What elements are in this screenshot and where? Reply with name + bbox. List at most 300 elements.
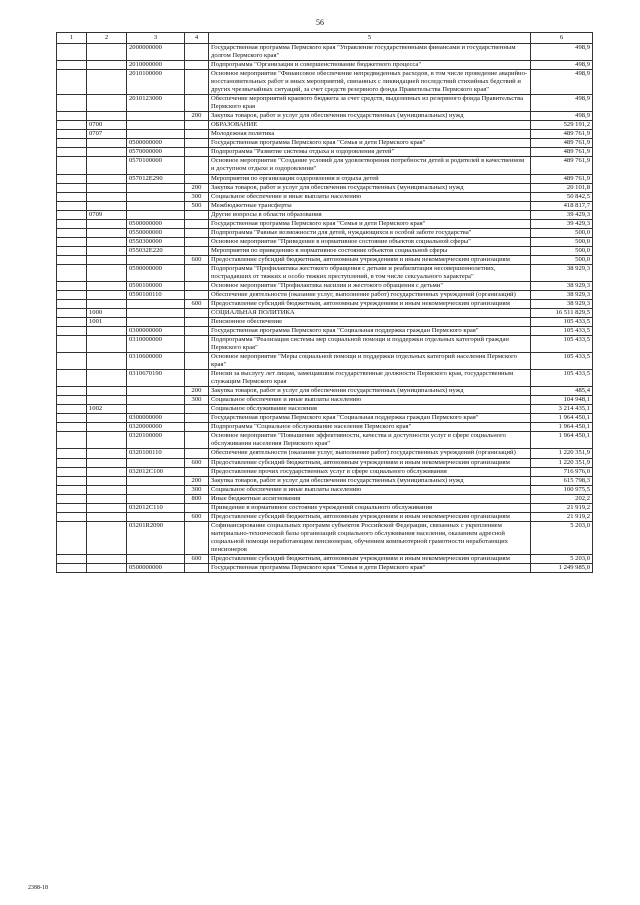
amount-cell: 38 929,3 xyxy=(531,299,593,308)
expense-type-cell xyxy=(185,336,209,353)
description-cell: Основное мероприятие "Создание условий для удовлетворения потребности детей и родителей в качественном и доступном отдыхе и оздоровлении" xyxy=(209,157,531,174)
section-code-cell xyxy=(87,70,127,95)
admin-code-cell xyxy=(57,563,87,572)
expense-type-cell: 300 xyxy=(185,485,209,494)
admin-code-cell xyxy=(57,503,87,512)
description-cell: Подпрограмма "Развитие системы отдыха и оздоровления детей" xyxy=(209,148,531,157)
amount-cell: 105 433,5 xyxy=(531,318,593,327)
description-cell: Обеспечение деятельности (оказание услуг, выполнение работ) государственных учреждений (организаций) xyxy=(209,449,531,458)
section-code-cell xyxy=(87,201,127,210)
target-article-cell: 2000000000 xyxy=(127,44,185,61)
expense-type-cell xyxy=(185,210,209,219)
expense-type-cell: 600 xyxy=(185,458,209,467)
amount-cell: 498,9 xyxy=(531,44,593,61)
target-article-cell: 0500000000 xyxy=(127,139,185,148)
table-row xyxy=(57,246,593,255)
admin-code-cell xyxy=(57,210,87,219)
admin-code-cell xyxy=(57,44,87,61)
table-row xyxy=(57,353,593,370)
table-row xyxy=(57,95,593,112)
section-code-cell xyxy=(87,327,127,336)
amount-cell: 489 761,9 xyxy=(531,139,593,148)
table-row xyxy=(57,192,593,201)
target-article-cell: 057012Е290 xyxy=(127,174,185,183)
target-article-cell: 03201R2090 xyxy=(127,521,185,554)
table-row xyxy=(57,264,593,281)
description-cell: Предоставление субсидий бюджетным, автономным учреждениям и иным некоммерческим организациям xyxy=(209,458,531,467)
description-cell: Государственная программа Пермского края "Семья и дети Пермского края" xyxy=(209,563,531,572)
description-cell: Основное мероприятие "Меры социальной помощи и поддержки отдельных категорий населения Пермского края" xyxy=(209,353,531,370)
admin-code-cell xyxy=(57,264,87,281)
description-cell: Предоставление прочих государственных услуг в сфере социального обслуживания xyxy=(209,467,531,476)
table-row xyxy=(57,512,593,521)
target-article-cell xyxy=(127,255,185,264)
amount-cell: 485,4 xyxy=(531,387,593,396)
expense-type-cell xyxy=(185,264,209,281)
document-code: 2388-18 xyxy=(28,885,48,891)
target-article-cell: 0300000000 xyxy=(127,327,185,336)
header-cell: 6 xyxy=(531,33,593,44)
section-code-cell xyxy=(87,264,127,281)
admin-code-cell xyxy=(57,405,87,414)
admin-code-cell xyxy=(57,353,87,370)
expense-type-cell: 200 xyxy=(185,183,209,192)
section-code-cell xyxy=(87,44,127,61)
section-code-cell: 1001 xyxy=(87,318,127,327)
description-cell: Государственная программа Пермского края "Социальная поддержка граждан Пермского края" xyxy=(209,327,531,336)
target-article-cell xyxy=(127,512,185,521)
section-code-cell: 1000 xyxy=(87,308,127,317)
table-row xyxy=(57,432,593,449)
section-code-cell xyxy=(87,414,127,423)
description-cell: Подпрограмма "Социальное обслуживание населения Пермского края" xyxy=(209,423,531,432)
section-code-cell xyxy=(87,485,127,494)
section-code-cell xyxy=(87,503,127,512)
amount-cell: 100 975,5 xyxy=(531,485,593,494)
table-row xyxy=(57,308,593,317)
description-cell: Социальное обслуживание населения xyxy=(209,405,531,414)
admin-code-cell xyxy=(57,183,87,192)
table-row xyxy=(57,449,593,458)
admin-code-cell xyxy=(57,458,87,467)
budget-table xyxy=(56,32,593,573)
section-code-cell xyxy=(87,95,127,112)
expense-type-cell xyxy=(185,318,209,327)
target-article-cell: 0570000000 xyxy=(127,148,185,157)
section-code-cell xyxy=(87,563,127,572)
expense-type-cell xyxy=(185,70,209,95)
admin-code-cell xyxy=(57,336,87,353)
expense-type-cell xyxy=(185,219,209,228)
target-article-cell: 2010100000 xyxy=(127,70,185,95)
amount-cell: 104 948,1 xyxy=(531,396,593,405)
table-row xyxy=(57,485,593,494)
description-cell: Софинансирование социальных программ субъектов Российской Федерации, связанных с укреплением материально-технической базы организаций социального обслуживания населения, оказанием адресной социальной помощи неработающим пенсионерам, обучением компьютерной грамотности неработающих пенсионеров xyxy=(209,521,531,554)
section-code-cell: 0709 xyxy=(87,210,127,219)
target-article-cell: 032012С100 xyxy=(127,467,185,476)
admin-code-cell xyxy=(57,121,87,130)
section-code-cell xyxy=(87,370,127,387)
table-row xyxy=(57,290,593,299)
admin-code-cell xyxy=(57,396,87,405)
table-row xyxy=(57,467,593,476)
section-code-cell xyxy=(87,157,127,174)
admin-code-cell xyxy=(57,521,87,554)
table-row xyxy=(57,327,593,336)
table-row xyxy=(57,494,593,503)
description-cell: Социальное обеспечение и иные выплаты населению xyxy=(209,485,531,494)
admin-code-cell xyxy=(57,174,87,183)
admin-code-cell xyxy=(57,290,87,299)
description-cell: ОБРАЗОВАНИЕ xyxy=(209,121,531,130)
description-cell: Государственная программа Пермского края "Семья и дети Пермского края" xyxy=(209,219,531,228)
admin-code-cell xyxy=(57,95,87,112)
admin-code-cell xyxy=(57,237,87,246)
section-code-cell xyxy=(87,112,127,121)
table-row xyxy=(57,405,593,414)
expense-type-cell: 300 xyxy=(185,396,209,405)
expense-type-cell xyxy=(185,467,209,476)
target-article-cell xyxy=(127,396,185,405)
table-row xyxy=(57,414,593,423)
table-row xyxy=(57,61,593,70)
section-code-cell xyxy=(87,353,127,370)
target-article-cell: 0300000000 xyxy=(127,414,185,423)
table-row xyxy=(57,183,593,192)
section-code-cell xyxy=(87,387,127,396)
amount-cell: 38 929,3 xyxy=(531,281,593,290)
target-article-cell: 0550300000 xyxy=(127,237,185,246)
expense-type-cell xyxy=(185,157,209,174)
amount-cell: 418 817,7 xyxy=(531,201,593,210)
admin-code-cell xyxy=(57,414,87,423)
description-cell: Закупка товаров, работ и услуг для обеспечения государственных (муниципальных) нужд xyxy=(209,387,531,396)
amount-cell: 489 761,9 xyxy=(531,174,593,183)
description-cell: Предоставление субсидий бюджетным, автономным учреждениям и иным некоммерческим организациям xyxy=(209,299,531,308)
amount-cell: 1 220 351,9 xyxy=(531,449,593,458)
admin-code-cell xyxy=(57,70,87,95)
target-article-cell xyxy=(127,192,185,201)
section-code-cell xyxy=(87,174,127,183)
table-row xyxy=(57,201,593,210)
section-code-cell xyxy=(87,396,127,405)
amount-cell: 500,0 xyxy=(531,246,593,255)
expense-type-cell xyxy=(185,308,209,317)
expense-type-cell xyxy=(185,327,209,336)
table-row xyxy=(57,228,593,237)
amount-cell: 39 429,3 xyxy=(531,219,593,228)
section-code-cell xyxy=(87,148,127,157)
amount-cell: 202,2 xyxy=(531,494,593,503)
table-row xyxy=(57,121,593,130)
target-article-cell: 0310670190 xyxy=(127,370,185,387)
amount-cell: 21 919,2 xyxy=(531,503,593,512)
header-cell: 3 xyxy=(127,33,185,44)
description-cell: Другие вопросы в области образования xyxy=(209,210,531,219)
amount-cell: 105 433,5 xyxy=(531,327,593,336)
amount-cell: 1 220 351,9 xyxy=(531,458,593,467)
amount-cell: 500,0 xyxy=(531,228,593,237)
amount-cell: 20 101,8 xyxy=(531,183,593,192)
description-cell: Социальное обеспечение и иные выплаты населению xyxy=(209,396,531,405)
section-code-cell xyxy=(87,449,127,458)
expense-type-cell xyxy=(185,237,209,246)
admin-code-cell xyxy=(57,281,87,290)
table-row xyxy=(57,476,593,485)
expense-type-cell: 600 xyxy=(185,512,209,521)
page-number: 56 xyxy=(316,18,324,27)
expense-type-cell xyxy=(185,414,209,423)
table-row xyxy=(57,219,593,228)
target-article-cell xyxy=(127,494,185,503)
amount-cell: 5 203,0 xyxy=(531,521,593,554)
amount-cell: 489 761,9 xyxy=(531,148,593,157)
expense-type-cell: 500 xyxy=(185,201,209,210)
expense-type-cell xyxy=(185,290,209,299)
target-article-cell: 2010000000 xyxy=(127,61,185,70)
header-cell: 4 xyxy=(185,33,209,44)
admin-code-cell xyxy=(57,61,87,70)
admin-code-cell xyxy=(57,308,87,317)
target-article-cell xyxy=(127,485,185,494)
target-article-cell: 0500000000 xyxy=(127,563,185,572)
amount-cell: 498,9 xyxy=(531,95,593,112)
expense-type-cell xyxy=(185,370,209,387)
table-row xyxy=(57,396,593,405)
admin-code-cell xyxy=(57,139,87,148)
section-code-cell xyxy=(87,336,127,353)
expense-type-cell: 200 xyxy=(185,112,209,121)
expense-type-cell: 300 xyxy=(185,192,209,201)
expense-type-cell: 800 xyxy=(185,494,209,503)
description-cell: Основное мероприятие "Профилактика насилия и жестокого обращения с детьми" xyxy=(209,281,531,290)
amount-cell: 716 976,0 xyxy=(531,467,593,476)
table-row xyxy=(57,503,593,512)
admin-code-cell xyxy=(57,370,87,387)
description-cell: Межбюджетные трансферты xyxy=(209,201,531,210)
description-cell: Пенсионное обеспечение xyxy=(209,318,531,327)
admin-code-cell xyxy=(57,148,87,157)
table-row xyxy=(57,521,593,554)
admin-code-cell xyxy=(57,228,87,237)
table-row xyxy=(57,237,593,246)
amount-cell: 489 761,9 xyxy=(531,130,593,139)
admin-code-cell xyxy=(57,219,87,228)
amount-cell: 500,0 xyxy=(531,237,593,246)
admin-code-cell xyxy=(57,255,87,264)
section-code-cell xyxy=(87,290,127,299)
expense-type-cell xyxy=(185,61,209,70)
section-code-cell xyxy=(87,512,127,521)
description-cell: Мероприятия по приведению в нормативное состояние объектов социальной сферы xyxy=(209,246,531,255)
amount-cell: 500,0 xyxy=(531,255,593,264)
section-code-cell xyxy=(87,61,127,70)
description-cell: Подпрограмма "Реализация системы мер социальной помощи и поддержки отдельных категорий граждан Пермского края" xyxy=(209,336,531,353)
table-row xyxy=(57,336,593,353)
table-row xyxy=(57,174,593,183)
amount-cell: 3 214 435,1 xyxy=(531,405,593,414)
section-code-cell xyxy=(87,554,127,563)
description-cell: Основное мероприятие "Повышение эффективности, качества и доступности услуг в сфере социального обслуживания населения Пермского края" xyxy=(209,432,531,449)
table-header-row xyxy=(57,33,593,44)
description-cell: Социальное обеспечение и иные выплаты населению xyxy=(209,192,531,201)
target-article-cell xyxy=(127,458,185,467)
admin-code-cell xyxy=(57,423,87,432)
section-code-cell xyxy=(87,246,127,255)
table-row xyxy=(57,318,593,327)
description-cell: Государственная программа Пермского края "Социальная поддержка граждан Пермского края" xyxy=(209,414,531,423)
target-article-cell: 055032Е220 xyxy=(127,246,185,255)
expense-type-cell xyxy=(185,139,209,148)
amount-cell: 38 929,3 xyxy=(531,264,593,281)
table-row xyxy=(57,112,593,121)
target-article-cell xyxy=(127,201,185,210)
amount-cell: 1 964 450,1 xyxy=(531,432,593,449)
description-cell: Мероприятия по организации оздоровления и отдыха детей xyxy=(209,174,531,183)
amount-cell: 615 798,3 xyxy=(531,476,593,485)
target-article-cell xyxy=(127,554,185,563)
target-article-cell xyxy=(127,308,185,317)
table-row xyxy=(57,70,593,95)
section-code-cell xyxy=(87,467,127,476)
description-cell: Основное мероприятие "Приведение в нормативное состояние объектов социальной сферы" xyxy=(209,237,531,246)
target-article-cell xyxy=(127,130,185,139)
target-article-cell: 0590100110 xyxy=(127,290,185,299)
expense-type-cell: 600 xyxy=(185,554,209,563)
description-cell: Обеспечение мероприятий краевого бюджета за счет средств, выделенных из резервного фонда Правительства Пермского края xyxy=(209,95,531,112)
table-row xyxy=(57,423,593,432)
description-cell: Обеспечение деятельности (оказание услуг, выполнение работ) государственных учреждений (организаций) xyxy=(209,290,531,299)
amount-cell: 39 429,3 xyxy=(531,210,593,219)
section-code-cell xyxy=(87,521,127,554)
amount-cell: 529 191,2 xyxy=(531,121,593,130)
expense-type-cell: 200 xyxy=(185,476,209,485)
expense-type-cell xyxy=(185,121,209,130)
target-article-cell: 0590000000 xyxy=(127,264,185,281)
admin-code-cell xyxy=(57,554,87,563)
target-article-cell: 0320000000 xyxy=(127,423,185,432)
section-code-cell xyxy=(87,228,127,237)
admin-code-cell xyxy=(57,130,87,139)
target-article-cell xyxy=(127,318,185,327)
expense-type-cell xyxy=(185,353,209,370)
target-article-cell: 0320100110 xyxy=(127,449,185,458)
description-cell: Предоставление субсидий бюджетным, автономным учреждениям и иным некоммерческим организациям xyxy=(209,554,531,563)
amount-cell: 1 964 450,1 xyxy=(531,414,593,423)
admin-code-cell xyxy=(57,299,87,308)
section-code-cell xyxy=(87,423,127,432)
section-code-cell xyxy=(87,458,127,467)
description-cell: Предоставление субсидий бюджетным, автономным учреждениям и иным некоммерческим организациям xyxy=(209,512,531,521)
amount-cell: 1 964 450,1 xyxy=(531,423,593,432)
amount-cell: 1 249 985,0 xyxy=(531,563,593,572)
description-cell: Закупка товаров, работ и услуг для обеспечения государственных (муниципальных) нужд xyxy=(209,183,531,192)
target-article-cell xyxy=(127,112,185,121)
amount-cell: 498,9 xyxy=(531,61,593,70)
expense-type-cell xyxy=(185,246,209,255)
section-code-cell: 0700 xyxy=(87,121,127,130)
target-article-cell: 0570100000 xyxy=(127,157,185,174)
expense-type-cell xyxy=(185,563,209,572)
amount-cell: 21 919,2 xyxy=(531,512,593,521)
target-article-cell xyxy=(127,476,185,485)
table-row xyxy=(57,281,593,290)
amount-cell: 105 433,5 xyxy=(531,370,593,387)
table-row xyxy=(57,299,593,308)
table-row xyxy=(57,139,593,148)
description-cell: Предоставление субсидий бюджетным, автономным учреждениям и иным некоммерческим организациям xyxy=(209,255,531,264)
admin-code-cell xyxy=(57,327,87,336)
section-code-cell: 1002 xyxy=(87,405,127,414)
admin-code-cell xyxy=(57,512,87,521)
target-article-cell: 0590100000 xyxy=(127,281,185,290)
table-row xyxy=(57,554,593,563)
expense-type-cell xyxy=(185,95,209,112)
expense-type-cell xyxy=(185,423,209,432)
section-code-cell xyxy=(87,476,127,485)
amount-cell: 5 203,0 xyxy=(531,554,593,563)
target-article-cell: 0310600000 xyxy=(127,353,185,370)
header-cell: 2 xyxy=(87,33,127,44)
description-cell: Подпрограмма "Равные возможности для детей, нуждающихся в особой заботе государства" xyxy=(209,228,531,237)
expense-type-cell xyxy=(185,228,209,237)
description-cell: Молодежная политика xyxy=(209,130,531,139)
target-article-cell xyxy=(127,210,185,219)
table-row xyxy=(57,210,593,219)
expense-type-cell xyxy=(185,44,209,61)
target-article-cell xyxy=(127,183,185,192)
target-article-cell xyxy=(127,387,185,396)
description-cell: Закупка товаров, работ и услуг для обеспечения государственных (муниципальных) нужд xyxy=(209,476,531,485)
target-article-cell: 0500000000 xyxy=(127,219,185,228)
expense-type-cell xyxy=(185,521,209,554)
expense-type-cell xyxy=(185,432,209,449)
description-cell: СОЦИАЛЬНАЯ ПОЛИТИКА xyxy=(209,308,531,317)
expense-type-cell xyxy=(185,449,209,458)
admin-code-cell xyxy=(57,449,87,458)
table-row xyxy=(57,148,593,157)
amount-cell: 38 929,3 xyxy=(531,290,593,299)
admin-code-cell xyxy=(57,485,87,494)
table-row xyxy=(57,458,593,467)
table-row xyxy=(57,44,593,61)
section-code-cell xyxy=(87,237,127,246)
header-cell: 5 xyxy=(209,33,531,44)
admin-code-cell xyxy=(57,467,87,476)
target-article-cell xyxy=(127,299,185,308)
table-body xyxy=(57,44,593,573)
expense-type-cell xyxy=(185,281,209,290)
table-row xyxy=(57,255,593,264)
target-article-cell: 0310000000 xyxy=(127,336,185,353)
target-article-cell: 032012С110 xyxy=(127,503,185,512)
amount-cell: 498,9 xyxy=(531,112,593,121)
admin-code-cell xyxy=(57,494,87,503)
admin-code-cell xyxy=(57,201,87,210)
section-code-cell xyxy=(87,281,127,290)
section-code-cell xyxy=(87,299,127,308)
expense-type-cell: 600 xyxy=(185,299,209,308)
target-article-cell: 0550000000 xyxy=(127,228,185,237)
expense-type-cell xyxy=(185,405,209,414)
section-code-cell xyxy=(87,192,127,201)
section-code-cell: 0707 xyxy=(87,130,127,139)
table-row xyxy=(57,370,593,387)
description-cell: Основное мероприятие "Финансовое обеспечение непредвиденных расходов, в том числе проведение аварийно-восстановительных работ и иных мероприятий, связанных с ликвидацией последствий стихийных бедствий и других чрезвычайных ситуаций, за счет средств резервного фонда Правительства Пермского края" xyxy=(209,70,531,95)
description-cell: Подпрограмма "Профилактика жестокого обращения с детьми и реабилитация несовершеннолетних, пострадавших от тяжких и особо тяжких преступлений, в том числе сексуального характера" xyxy=(209,264,531,281)
admin-code-cell xyxy=(57,157,87,174)
description-cell: Иные бюджетные ассигнования xyxy=(209,494,531,503)
